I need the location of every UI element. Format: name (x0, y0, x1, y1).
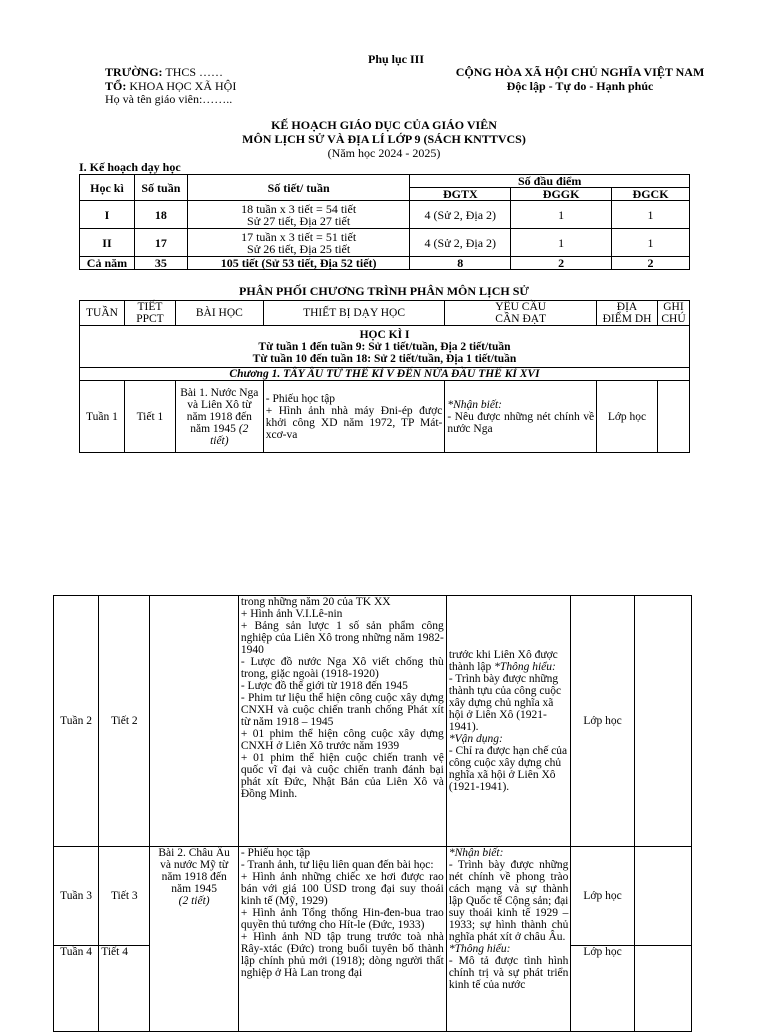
period-cell: Tiết 4 (99, 946, 150, 1032)
equipment-line: + Bảng sản lược 1 số sản phẩm công nghiệp của Liên Xô trong những năm 1982-1940 (240, 620, 444, 656)
header-lesson: BÀI HỌC (175, 301, 263, 326)
header-term: Học kì (80, 175, 135, 201)
school-label: TRƯỜNG: (105, 65, 163, 79)
dgck-cell: 2 (612, 257, 690, 270)
weeks-cell: 35 (134, 257, 187, 270)
teaching-plan-table (79, 174, 690, 270)
table-row (80, 201, 690, 229)
equipment-line: trong những năm 20 của TK XX (240, 596, 391, 608)
note-cell (657, 381, 689, 453)
school-line (105, 66, 223, 79)
periods-line: Sử 27 tiết, Địa 27 tiết (247, 213, 351, 228)
table-row (54, 847, 692, 946)
header-requirements (445, 301, 597, 326)
equipment-cell (238, 847, 446, 1032)
header-periods: Số tiết/ tuần (187, 175, 410, 201)
requirement-label: *Nhận biết: (448, 847, 504, 859)
dgtx-cell: 4 (Sử 2, Địa 2) (410, 229, 511, 257)
header-line: CẦN ĐẠT (495, 313, 547, 325)
header-note (657, 301, 689, 326)
group-value: KHOA HỌC XÃ HỘI (129, 79, 237, 93)
periods-cell: 105 tiết (Sử 53 tiết, Địa 52 tiết) (187, 257, 410, 270)
equipment-line: + 01 phim thể hiện công cuộc xây dựng CNXH ở Liên Xô trước năm 1939 (240, 728, 444, 752)
period-cell: Tiết 2 (99, 596, 150, 847)
header-dgtx: ĐGTX (410, 188, 511, 201)
equipment-line: - Tranh ảnh, tư liệu liên quan đến bài học: (240, 859, 434, 871)
requirements-cell (446, 847, 571, 1032)
place-cell: Lớp học (571, 596, 634, 847)
distribution-title: PHÂN PHỐI CHƯƠNG TRÌNH PHÂN MÔN LỊCH SỬ (239, 284, 529, 298)
periods-line: 17 tuần x 3 tiết = 51 tiết (241, 229, 357, 244)
school-value: THCS …… (165, 65, 224, 79)
dgtx-cell: 4 (Sử 2, Địa 2) (410, 201, 511, 229)
equipment-cell (238, 596, 446, 847)
header-place (597, 301, 658, 326)
table-row (80, 381, 690, 453)
table-row (54, 596, 692, 847)
periods-cell (187, 201, 410, 229)
teacher-line: Họ và tên giáo viên:…….. (105, 92, 233, 106)
requirement-label: *Nhận biết: (447, 398, 502, 411)
group-label: TỔ: (105, 79, 127, 93)
period-cell: Tiết 1 (124, 381, 175, 453)
equipment-cell (263, 381, 445, 453)
equipment-line: - Phim tư liệu thể hiện công cuộc xây dựng CNXH và cuộc chiến tranh chống Phát xít từ năm 1918 – 1945 (240, 692, 444, 728)
header-line: ĐIỂM DH (602, 313, 652, 325)
equipment-line: - Lược đồ nước Nga Xô viết chống thù trong, giặc ngoài (1918-1920) (240, 656, 444, 680)
header-line: YÊU CẦU (495, 301, 547, 313)
periods-line: 18 tuần x 3 tiết = 54 tiết (241, 201, 357, 216)
dgtx-cell: 8 (410, 257, 511, 270)
dggk-cell: 2 (511, 257, 612, 270)
chapter-heading: Chương 1. TÂY ÂU TỪ THẾ KỈ V ĐẾN NỬA ĐẦU THẾ KỈ XVI (80, 368, 690, 381)
requirement-text: - Chỉ ra được hạn chế của công cuộc xây dựng chủ nghĩa xã hội ở Liên Xô (1921-1941). (448, 745, 568, 793)
requirement-text: - Trình bày được những nét chính về phong trào cách mạng và sự thành lập Quốc tế Cộng sản; đại suy thoái kinh tế 1929 – 1933; sự hình thành chủ nghĩa phát xít ở châu Âu. (448, 859, 569, 943)
appendix-label: Phụ lục III (368, 52, 425, 66)
requirement-label: *Vận dụng: (448, 733, 503, 745)
term-cell: II (80, 229, 135, 257)
term-line: Từ tuần 1 đến tuần 9: Sử 1 tiết/tuần, Địa 2 tiết/tuần (258, 340, 511, 353)
note-cell (634, 596, 691, 847)
dgck-cell: 1 (612, 201, 690, 229)
requirement-text: - Trình bày được những thành tựu của công cuộc xây dựng chủ nghĩa xã hội ở Liên Xô (1921-1941). (448, 673, 562, 733)
lesson-cell (175, 381, 263, 453)
lesson-duration: (2 (238, 422, 249, 435)
requirements-cell (446, 596, 571, 847)
lesson-cell (150, 847, 238, 1032)
lesson-line: năm 1945 (190, 422, 236, 435)
note-cell (634, 847, 691, 946)
equipment-line: - Lược đồ thế giới từ 1918 đến 1945 (240, 680, 408, 692)
header-period (124, 301, 175, 326)
requirement-text: trước khi Liên Xô được thành lập (448, 649, 558, 673)
distribution-table (79, 300, 690, 453)
header-dgck: ĐGCK (612, 188, 690, 201)
week-cell: Tuần 3 (54, 847, 99, 946)
header-week: TUẦN (80, 301, 125, 326)
lesson-duration: tiết) (210, 434, 229, 447)
header-line: TIẾT (137, 301, 163, 313)
lesson-duration: (2 tiết) (178, 895, 210, 907)
equipment-line: - Phiếu học tập (265, 392, 336, 405)
requirement-text: - Mô tả được tình hình chính trị và sự phát triển kinh tế của nước (448, 955, 569, 991)
school-year: (Năm học 2024 - 2025) (327, 146, 441, 160)
lesson-cell (150, 596, 238, 847)
weeks-cell: 18 (134, 201, 187, 229)
doc-subtitle: MÔN LỊCH SỬ VÀ ĐỊA LÍ LỚP 9 (SÁCH KNTTVCS) (242, 132, 526, 146)
lesson-line: năm 1918 đến (161, 871, 227, 883)
lesson-line: Bài 2. Châu Âu (158, 847, 230, 859)
lesson-line: và nước Mỹ từ (160, 859, 229, 871)
week-cell: Tuần 1 (80, 381, 125, 453)
requirement-text: - Nêu được những nét chính về nước Nga (447, 410, 595, 435)
table-row-total (80, 257, 690, 270)
equipment-line: + Hình ảnh ND tập trung trước toà nhà Rây-xtác (Đức) trong buổi tuyên bố thành lập chính phủ mới (1918); dòng người thất nghiệp ở Hà Lan trong đại (240, 931, 444, 979)
dggk-cell: 1 (511, 201, 612, 229)
header-dggk: ĐGGK (511, 188, 612, 201)
periods-cell (187, 229, 410, 257)
lesson-line: năm 1945 (171, 883, 217, 895)
week-cell: Tuần 2 (54, 596, 99, 847)
dggk-cell: 1 (511, 229, 612, 257)
place-cell: Lớp học (571, 946, 634, 1032)
weeks-cell: 17 (134, 229, 187, 257)
header-line: PPCT (136, 313, 164, 325)
table-row (80, 229, 690, 257)
header-line: ĐỊA (616, 301, 638, 313)
equipment-line: + Hình ảnh Tổng thống Hin-đen-bua trao quyền thủ tướng cho Hít-le (Đức, 1933) (240, 907, 444, 931)
doc-title: KẾ HOẠCH GIÁO DỤC CỦA GIÁO VIÊN (271, 118, 497, 132)
lesson-line: và Liên Xô từ (187, 398, 252, 411)
place-cell: Lớp học (597, 381, 658, 453)
equipment-line: + Hình ảnh V.I.Lê-nin (240, 608, 343, 620)
note-cell (634, 946, 691, 1032)
place-cell: Lớp học (571, 847, 634, 946)
equipment-line: + Hình ảnh nhà máy Đni-ép được khởi công XD năm 1972, TP Mát-xcơ-va (265, 404, 443, 441)
periods-line: Sử 26 tiết, Địa 25 tiết (247, 241, 351, 256)
term-line: Từ tuần 10 đến tuần 18: Sử 2 tiết/tuần, Địa 1 tiết/tuần (252, 352, 517, 365)
term-cell: Cả năm (80, 257, 135, 270)
distribution-table-continued (53, 595, 692, 1032)
header-weeks: Số tuần (134, 175, 187, 201)
lesson-line: Bài 1. Nước Nga (180, 386, 259, 399)
equipment-line: - Phiếu học tập (240, 847, 311, 859)
nation-motto: Độc lập - Tự do - Hạnh phúc (506, 79, 654, 93)
equipment-line: + 01 phim thể hiện cuộc chiến tranh vệ quốc vĩ đại và cuộc chiến tranh đánh bại phát xít Đức, Nhật Bản của Liên Xô và Đồng Minh. (240, 752, 444, 800)
dgck-cell: 1 (612, 229, 690, 257)
requirement-label: *Thông hiểu: (494, 661, 556, 673)
requirement-label: *Thông hiểu: (448, 943, 511, 955)
term-banner (80, 326, 690, 368)
requirements-cell (445, 381, 597, 453)
term-title: HỌC KÌ I (359, 328, 410, 341)
nation-title: CỘNG HÒA XÃ HỘI CHỦ NGHĨA VIỆT NAM (455, 65, 705, 79)
term-cell: I (80, 201, 135, 229)
equipment-line: + Hình ảnh những chiếc xe hơi được rao bán với giá 100 USD trong đại suy thoái kinh tế (Mỹ, 1929) (240, 871, 444, 907)
header-line: CHÚ (661, 313, 686, 325)
week-cell: Tuần 4 (54, 946, 99, 1032)
header-scores: Số đầu điểm (410, 175, 690, 188)
period-cell: Tiết 3 (99, 847, 150, 946)
lesson-line: năm 1918 đến (186, 410, 252, 423)
header-equipment: THIẾT BỊ DẠY HỌC (263, 301, 445, 326)
header-line: GHI (663, 301, 684, 313)
section-plan-heading: I. Kế hoạch dạy học (79, 160, 181, 174)
